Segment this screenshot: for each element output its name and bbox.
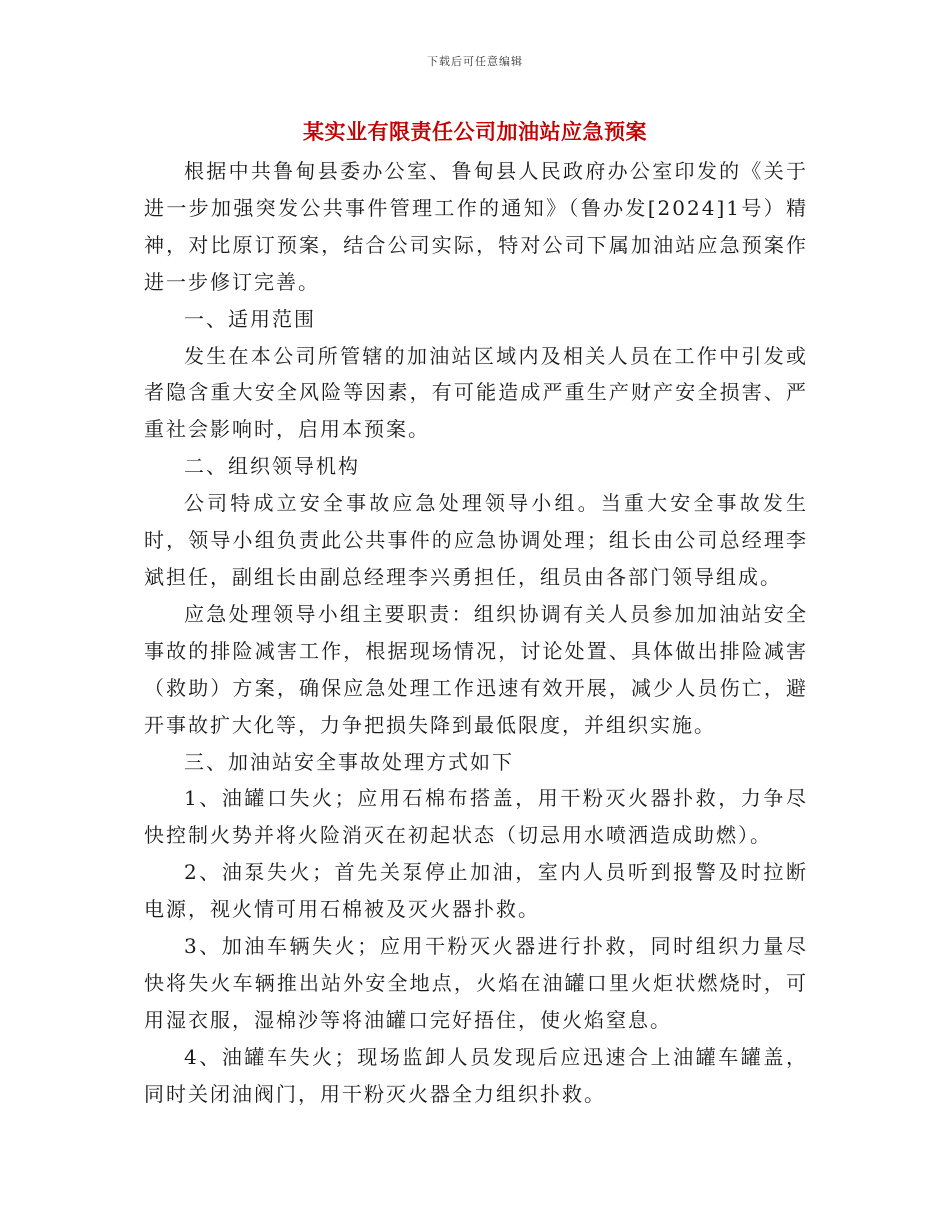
procedure-item-4: 4、油罐车失火；现场监卸人员发现后应迅速合上油罐车罐盖，同时关闭油阀门，用干粉灭火器全力组织扑救。 <box>144 1044 808 1106</box>
intro-paragraph: 根据中共鲁甸县委办公室、鲁甸县人民政府办公室印发的《关于进一步加强突发公共事件管理工作的通知》（鲁办发[2024]1号）精神，对比原订预案，结合公司实际，特对公司下属加油站应急预案作进一步修订完善。 <box>144 159 808 294</box>
procedure-item-1: 1、油罐口失火；应用石棉布搭盖，用干粉灭火器扑救，力争尽快控制火势并将火险消灭在初起状态（切忌用水喷洒造成助燃）。 <box>144 786 808 848</box>
section-heading-scope: 一、适用范围 <box>184 306 316 331</box>
section-heading-organization: 二、组织领导机构 <box>184 454 360 479</box>
document-title: 某实业有限责任公司加油站应急预案 <box>303 120 647 144</box>
scope-paragraph: 发生在本公司所管辖的加油站区域内及相关人员在工作中引发或者隐含重大安全风险等因素，有可能造成严重生产财产安全损害、严重社会影响时，启用本预案。 <box>144 343 808 442</box>
document-body <box>144 153 808 1113</box>
section-heading-procedures: 三、加油站安全事故处理方式如下 <box>184 749 514 774</box>
procedure-item-2: 2、油泵失火；首先关泵停止加油，室内人员听到报警及时拉断电源，视火情可用石棉被及灭火器扑救。 <box>144 860 808 922</box>
page-header-note: 下载后可任意编辑 <box>427 55 523 68</box>
organization-paragraph: 公司特成立安全事故应急处理领导小组。当重大安全事故发生时，领导小组负责此公共事件的应急协调处理；组长由公司总经理李斌担任，副组长由副总经理李兴勇担任，组员由各部门领导组成。 <box>144 491 808 589</box>
procedure-item-3: 3、加油车辆失火；应用干粉灭火器进行扑救，同时组织力量尽快将失火车辆推出站外安全地点，火焰在油罐口里火炬状燃烧时，可用湿衣服，湿棉沙等将油罐口完好捂住，使火焰窒息。 <box>144 934 808 1032</box>
duties-paragraph: 应急处理领导小组主要职责：组织协调有关人员参加加油站安全事故的排险减害工作，根据现场情况，讨论处置、具体做出排险减害（救助）方案，确保应急处理工作迅速有效开展，减少人员伤亡，避开事故扩大化等，力争把损失降到最低限度，并组织实施。 <box>144 601 808 737</box>
